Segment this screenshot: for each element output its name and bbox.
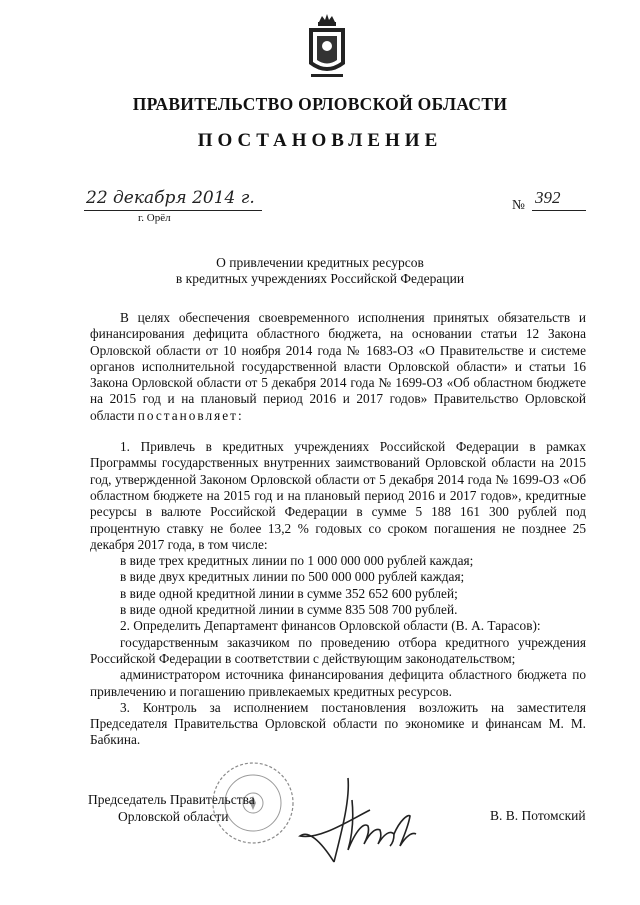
- list-item: в виде одной кредитной линии в сумме 352 652 600 рублей;: [120, 585, 458, 601]
- signatory-name: В. В. Потомский: [490, 808, 586, 823]
- paragraph-2: 2. Определить Департамент финансов Орловской области (В. А. Тарасов):: [120, 618, 541, 634]
- document-date: 22 декабря 2014 г.: [86, 188, 255, 208]
- preamble-paragraph: [90, 310, 586, 424]
- signatory-title-line-2: Орловской области: [118, 809, 229, 824]
- government-name: ПРАВИТЕЛЬСТВО ОРЛОВСКОЙ ОБЛАСТИ: [132, 94, 508, 114]
- paragraph-2a: государственным заказчиком по проведению отбора кредитного учреждения Российской Федерации в соответствии с действующим законодательством;: [90, 634, 586, 666]
- decree-word: постановляет:: [137, 407, 244, 423]
- document-subject: [0, 255, 640, 287]
- document-body: [90, 310, 586, 749]
- city: г. Орёл: [138, 212, 171, 224]
- signature-mark: [290, 770, 440, 870]
- signatory-title-line-1: Председатель Правительства: [88, 792, 255, 807]
- date-underline: [84, 210, 262, 211]
- list-item: в виде двух кредитных линии по 500 000 000 рублей каждая;: [120, 569, 465, 585]
- preamble-text: В целях обеспечения своевременного исполнения принятых обязательств и финансирования дефицита областного бюджета, на основании статьи 12 Закона Орловской области от 10 ноября 2014 года № 1683-ОЗ «О Правительстве и системе органов исполнительной государственной власти Орловской области» и статьи 16 Закона Орловской области от 5 декабря 2014 года № 1699-ОЗ «Об областном бюджете на 2015 год и на плановый период 2016 и 2017 годов» Правительство Орловской области: [90, 310, 586, 423]
- paragraph-1: 1. Привлечь в кредитных учреждениях Российской Федерации в рамках Программы государственных внутренних заимствований Орловской области на 2015 год, утвержденной Законом Орловской области от 5 декабря 2014 года № 1699-ОЗ «Об областном бюджете на 2015 год и на плановый период 2016 и 2017 годов», кредитные ресурсы в валюте Российской Федерации в сумме 5 188 161 300 рублей под процентную ставку не более 13,2 % годовых со сроком погашения не позднее 25 декабря 2017 года, в том числе:: [90, 439, 586, 552]
- subject-line-2: в кредитных учреждениях Российской Федерации: [175, 271, 465, 286]
- document-number: 392: [535, 188, 561, 207]
- document-type: ПОСТАНОВЛЕНИЕ: [197, 130, 443, 151]
- coat-of-arms-emblem: [305, 12, 349, 84]
- paragraph-3: 3. Контроль за исполнением постановления возложить на заместителя Председателя Правительства Орловской области по экономике и финансам М. М. Бабкина.: [90, 699, 586, 748]
- number-underline: [532, 210, 586, 211]
- signatory-title: [88, 791, 255, 825]
- paragraph-2b: администратором источника финансирования дефицита областного бюджета по привлечению и погашению привлекаемых кредитных ресурсов.: [90, 667, 586, 699]
- list-item: в виде одной кредитной линии в сумме 835 508 700 рублей.: [120, 602, 458, 618]
- subject-line-1: О привлечении кредитных ресурсов: [216, 255, 424, 270]
- list-item: в виде трех кредитных линии по 1 000 000 000 рублей каждая;: [120, 553, 474, 569]
- number-label: №: [512, 197, 525, 212]
